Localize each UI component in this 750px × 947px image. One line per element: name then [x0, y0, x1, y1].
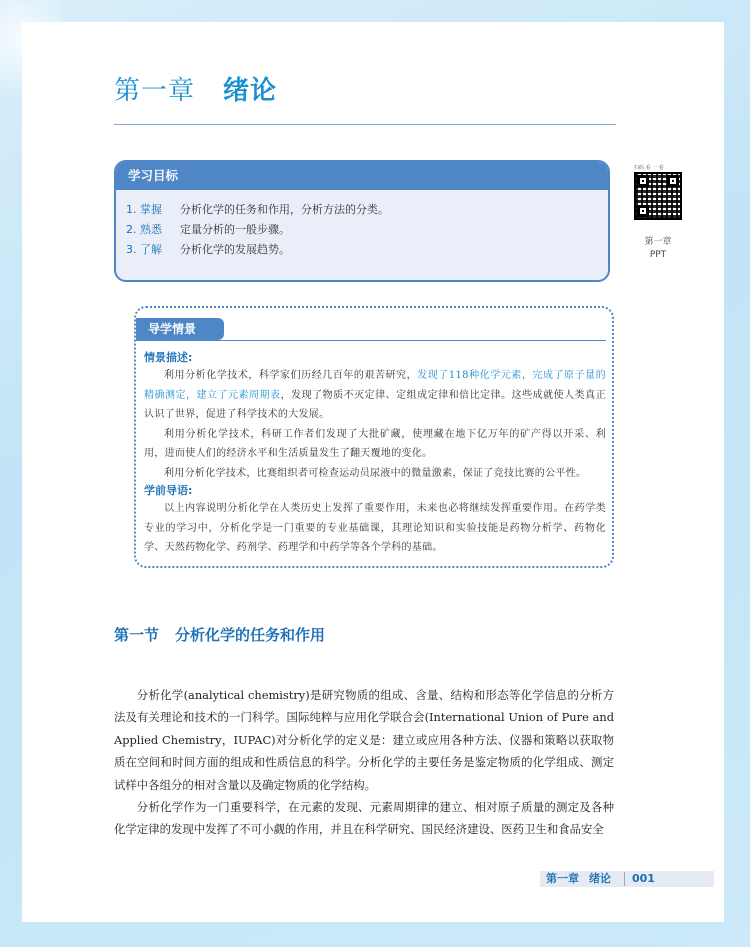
scenario-text: [144, 366, 606, 483]
title-rule: [114, 124, 616, 125]
learning-objectives-box: [114, 160, 610, 282]
objective-text: 分析化学的发展趋势。: [180, 243, 290, 256]
objective-item: [126, 220, 389, 240]
intro-paragraph: 以上内容说明分析化学在人类历史上发挥了重要作用，未来也必将继续发挥重要作用。在药学类专业的学习中，分析化学是一门重要的专业基础课，其理论知识和实验技能是药物分析学、药物化学、天然药物化学、药剂学、药理学和中药学等各个学科的基础。: [144, 503, 606, 553]
guide-scenario-heading: 导学情景: [136, 318, 224, 340]
chapter-number: 第一章: [114, 76, 196, 106]
qr-code-block[interactable]: [634, 164, 682, 222]
scenario-text-part: ，发现了物质不灭定律、定组成定律和倍比定律。这些成就使人类真正认识了世界，促进了科学技术的大发展。: [144, 389, 606, 420]
scenario-highlight: 发现了118种化学元素，完成了原子量的精确测定，建立了元素周期表: [144, 370, 606, 401]
qr-top-label: 扫码 看 一 看: [634, 165, 664, 171]
scenario-paragraph: [144, 366, 606, 425]
objective-item: [126, 240, 389, 260]
objectives-list: [126, 200, 389, 260]
footer-chapter-name: 绪论: [589, 872, 611, 885]
section-name: 分析化学的任务和作用: [175, 626, 326, 644]
chapter-title: [114, 70, 277, 107]
learning-objectives-heading: 学习目标: [116, 162, 608, 190]
scenario-text-part: 利用分析化学技术，科学家们历经几百年的艰苦研究，: [164, 370, 418, 381]
footer-chapter-number: 第一章: [546, 872, 579, 885]
section-number: 第一节: [114, 626, 160, 644]
body-paragraph: 分析化学(analytical chemistry)是研究物质的组成、含量、结构和形态等化学信息的分析方法及有关理论和技术的一门科学。国际纯粹与应用化学联合会(International Union of Pure and Applied Chemistry，IUPAC)对分析化学的定义是：建立或应用各种方法、仪器和策略以获取物质在空间和时间方面的组成和性质信息的科学。分析化学的主要任务是鉴定物质的化学组成、测定试样中各组分的相对含量以及确定物质的化学结构。: [114, 688, 614, 792]
qr-finder-icon: [637, 205, 649, 217]
chapter-name: 绪论: [223, 76, 278, 106]
body-paragraph: 分析化学作为一门重要科学，在元素的发现、元素周期律的建立、相对原子质量的测定及各种化学定律的发现中发挥了不可小觑的作用，并且在科学研究、国民经济建设、医药卫生和食品安全: [114, 800, 614, 837]
page-number: 001: [632, 872, 655, 885]
section-title: [114, 624, 325, 645]
body-text: [114, 684, 614, 841]
objective-level: 3. 了解: [126, 243, 162, 256]
qr-finder-icon: [637, 175, 649, 187]
scenario-paragraph: 利用分析化学技术，科研工作者们发现了大批矿藏，使埋藏在地下亿万年的矿产得以开采、利用，进而使人们的经济水平和生活质量发生了翻天覆地的变化。: [144, 428, 606, 459]
objective-item: [126, 200, 389, 220]
objective-text: 定量分析的一般步骤。: [180, 223, 290, 236]
qr-finder-icon: [667, 175, 679, 187]
guide-heading-rule: [136, 340, 606, 341]
qr-caption-type: PPT: [649, 250, 667, 260]
qr-caption-chapter: 第一章: [644, 237, 672, 247]
qr-code-icon[interactable]: [634, 172, 682, 220]
objective-level: 1. 掌握: [126, 203, 162, 216]
footer-chapter: [546, 871, 611, 887]
intro-text: [144, 499, 606, 558]
scenario-label: 情景描述:: [144, 351, 193, 364]
scenario-paragraph: 利用分析化学技术，比赛组织者可检查运动员尿液中的微量激素，保证了竞技比赛的公平性。: [164, 467, 587, 479]
objective-level: 2. 熟悉: [126, 223, 162, 236]
footer-divider: [624, 872, 625, 886]
intro-label: 学前导语:: [144, 484, 193, 497]
qr-caption: [634, 236, 682, 262]
objective-text: 分析化学的任务和作用，分析方法的分类。: [180, 203, 389, 216]
